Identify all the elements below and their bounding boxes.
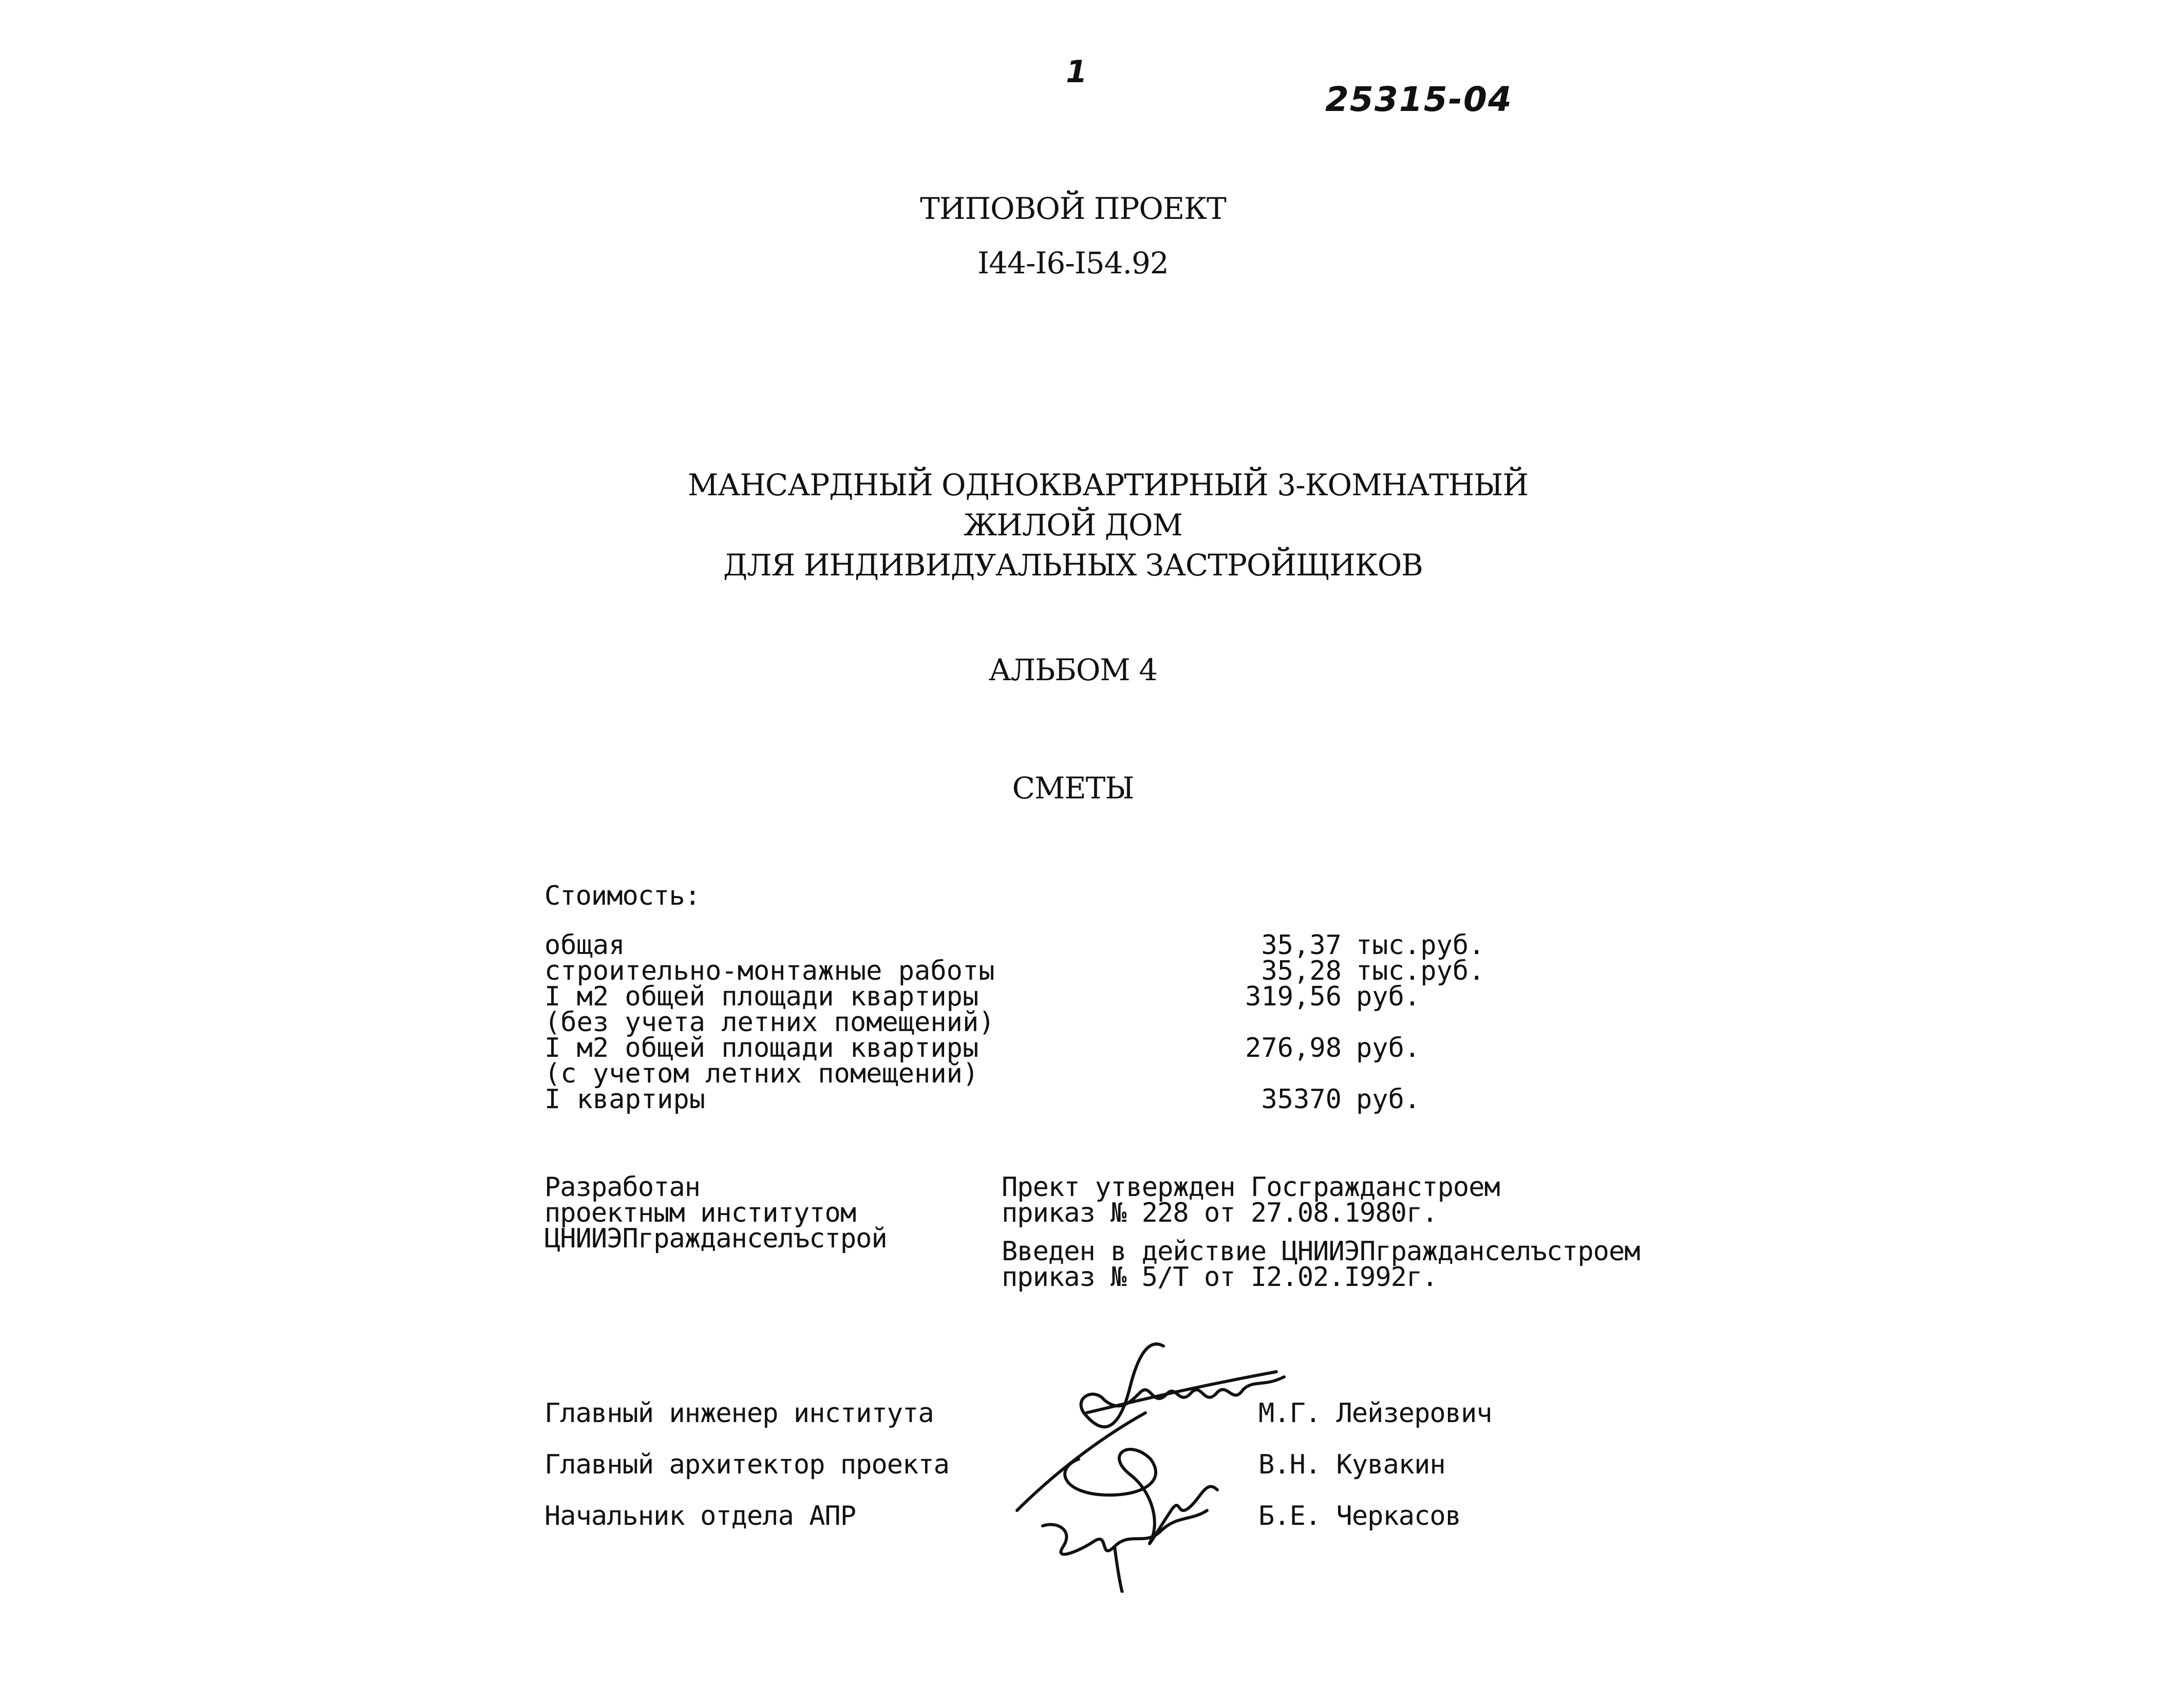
cost-label: I квартиры <box>544 1084 706 1115</box>
cost-label: строительно-монтажные работы <box>544 956 995 986</box>
cost-unit: тыс.руб. <box>1356 956 1485 986</box>
signatory-name: В.Н. Кувакин <box>1258 1449 1445 1480</box>
signatory-position: Главный инженер института <box>544 1398 934 1429</box>
cost-unit: тыс.руб. <box>1356 930 1485 961</box>
cost-value: 35370 <box>1261 1084 1342 1115</box>
signature-3 <box>1043 1510 1207 1554</box>
cost-label: I м2 общей площади квартиры <box>544 1033 979 1063</box>
cost-unit: руб. <box>1356 1033 1421 1063</box>
album-label: АЛЬБОМ 4 <box>988 652 1158 687</box>
approval-line2: приказ № 228 от 27.08.1980г. <box>1002 1198 1438 1228</box>
section-label: СМЕТЫ <box>1012 771 1134 806</box>
cost-label: общая <box>544 930 625 961</box>
handwritten-signatures <box>976 1305 1305 1593</box>
document-title-line1: МАНСАРДНЫЙ ОДНОКВАРТИРНЫЙ 3-КОМНАТНЫЙ <box>688 468 1529 502</box>
document-title-line2: ЖИЛОЙ ДОМ <box>964 508 1182 543</box>
document-title-line3: ДЛЯ ИНДИВИДУАЛЬНЫХ ЗАСТРОЙЩИКОВ <box>723 548 1423 583</box>
cost-heading: Стоимость: <box>544 881 701 911</box>
signatory-position: Главный архитектор проекта <box>544 1449 949 1480</box>
signature-2 <box>1065 1449 1217 1543</box>
cost-value: 35,28 <box>1261 956 1342 986</box>
approval-line4: приказ № 5/Т от I2.02.I992г. <box>1002 1262 1438 1293</box>
archive-code: 25315-04 <box>1325 80 1513 119</box>
developer-line1: Разработан <box>544 1172 701 1203</box>
project-type-heading: ТИПОВОЙ ПРОЕКТ <box>920 191 1226 226</box>
approval-line1: Прект утвержден Госгражданстроем <box>1002 1172 1500 1203</box>
signatory-name: М.Г. Лейзерович <box>1258 1398 1492 1429</box>
developer-line3: ЦНИИЭПгражданселъстрой <box>544 1223 887 1254</box>
cost-label: I м2 общей площади квартиры <box>544 981 979 1012</box>
signature-1 <box>1081 1344 1284 1427</box>
cost-value: 35,37 <box>1261 930 1342 961</box>
signatory-name: Б.Е. Черкасов <box>1258 1501 1461 1532</box>
cost-unit: руб. <box>1356 981 1421 1012</box>
cost-value: 276,98 <box>1245 1033 1342 1063</box>
approval-line3: Введен в действие ЦНИИЭПгражданселъстроем <box>1002 1236 1640 1267</box>
cost-unit: руб. <box>1356 1084 1421 1115</box>
developer-line2: проектным институтом <box>544 1198 856 1228</box>
cost-label: (с учетом летних помещений) <box>544 1058 979 1089</box>
page-number: 1 <box>1066 54 1087 90</box>
project-number: I44-I6-I54.92 <box>977 246 1169 281</box>
signatory-position: Начальник отдела АПР <box>544 1501 856 1532</box>
cost-value: 319,56 <box>1245 981 1342 1012</box>
cost-label: (без учета летних помещений) <box>544 1007 995 1038</box>
